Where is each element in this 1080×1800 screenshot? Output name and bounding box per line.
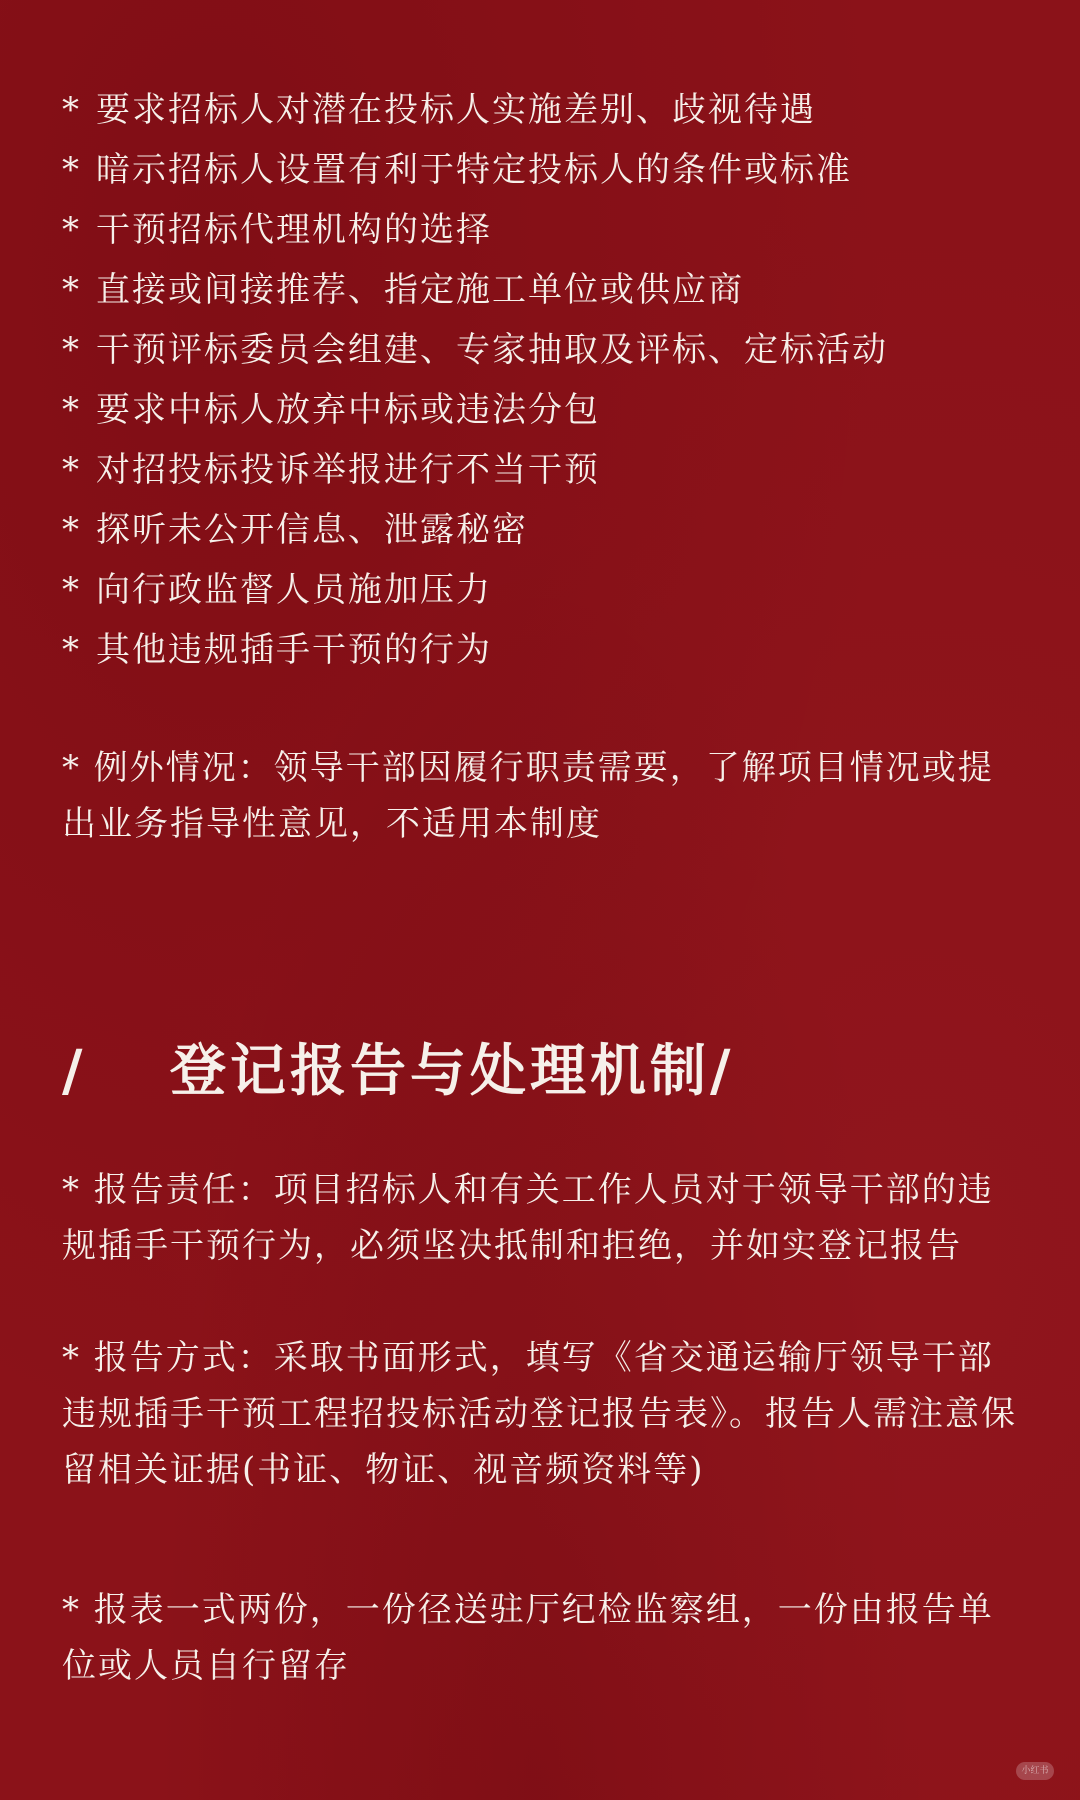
watermark-logo: 小红书 [1016,1762,1054,1780]
exception-paragraph: * 例外情况：领导干部因履行职责需要，了解项目情况或提出业务指导性意见，不适用本制度 [62,748,994,844]
list-item-text: 暗示招标人设置有利于特定投标人的条件或标准 [96,150,852,190]
list-item [62,560,1052,620]
list-item-text: 干预评标委员会组建、专家抽取及评标、定标活动 [96,330,888,370]
list-item-text: 向行政监督人员施加压力 [96,570,492,610]
reporting-copies-paragraph: * 报表一式两份，一份径送驻厅纪检监察组，一份由报告单位或人员自行留存 [62,1590,994,1686]
list-item [62,200,1052,260]
list-item-text: 探听未公开信息、泄露秘密 [96,510,528,550]
list-item-text: 要求招标人对潜在投标人实施差别、歧视待遇 [96,90,816,130]
list-item-text: 要求中标人放弃中标或违法分包 [96,390,600,430]
bullet-star: * [62,570,81,610]
list-item [62,500,1052,560]
section-heading [62,1026,734,1116]
list-item [62,80,1052,140]
list-item-text: 对招投标投诉举报进行不当干预 [96,450,600,490]
bullet-star: * [62,630,81,670]
bullet-star: * [62,330,81,370]
list-item [62,440,1052,500]
reporting-method-paragraph: * 报告方式：采取书面形式，填写《省交通运输厅领导干部违规插手干预工程招投标活动登记报告表》。报告人需注意保留相关证据(书证、物证、视音频资料等) [62,1338,1017,1490]
list-item [62,140,1052,200]
list-item-text: 其他违规插手干预的行为 [96,630,492,670]
bullet-star: * [62,510,81,550]
list-item [62,380,1052,440]
list-item-text: 干预招标代理机构的选择 [96,210,492,250]
heading-slash: / [62,1038,87,1104]
heading-title: 登记报告与处理机制/ [170,1038,735,1104]
bullet-star: * [62,210,81,250]
bullet-star: * [62,390,81,430]
list-item-text: 直接或间接推荐、指定施工单位或供应商 [96,270,744,310]
bullet-star: * [62,90,81,130]
reporting-responsibility-paragraph: * 报告责任：项目招标人和有关工作人员对于领导干部的违规插手干预行为，必须坚决抵制和拒绝，并如实登记报告 [62,1170,994,1266]
bullet-star: * [62,450,81,490]
bullet-star: * [62,150,81,190]
bullet-star: * [62,270,81,310]
list-item [62,260,1052,320]
prohibited-behaviors-list [62,80,1052,680]
list-item [62,320,1052,380]
list-item [62,620,1052,680]
